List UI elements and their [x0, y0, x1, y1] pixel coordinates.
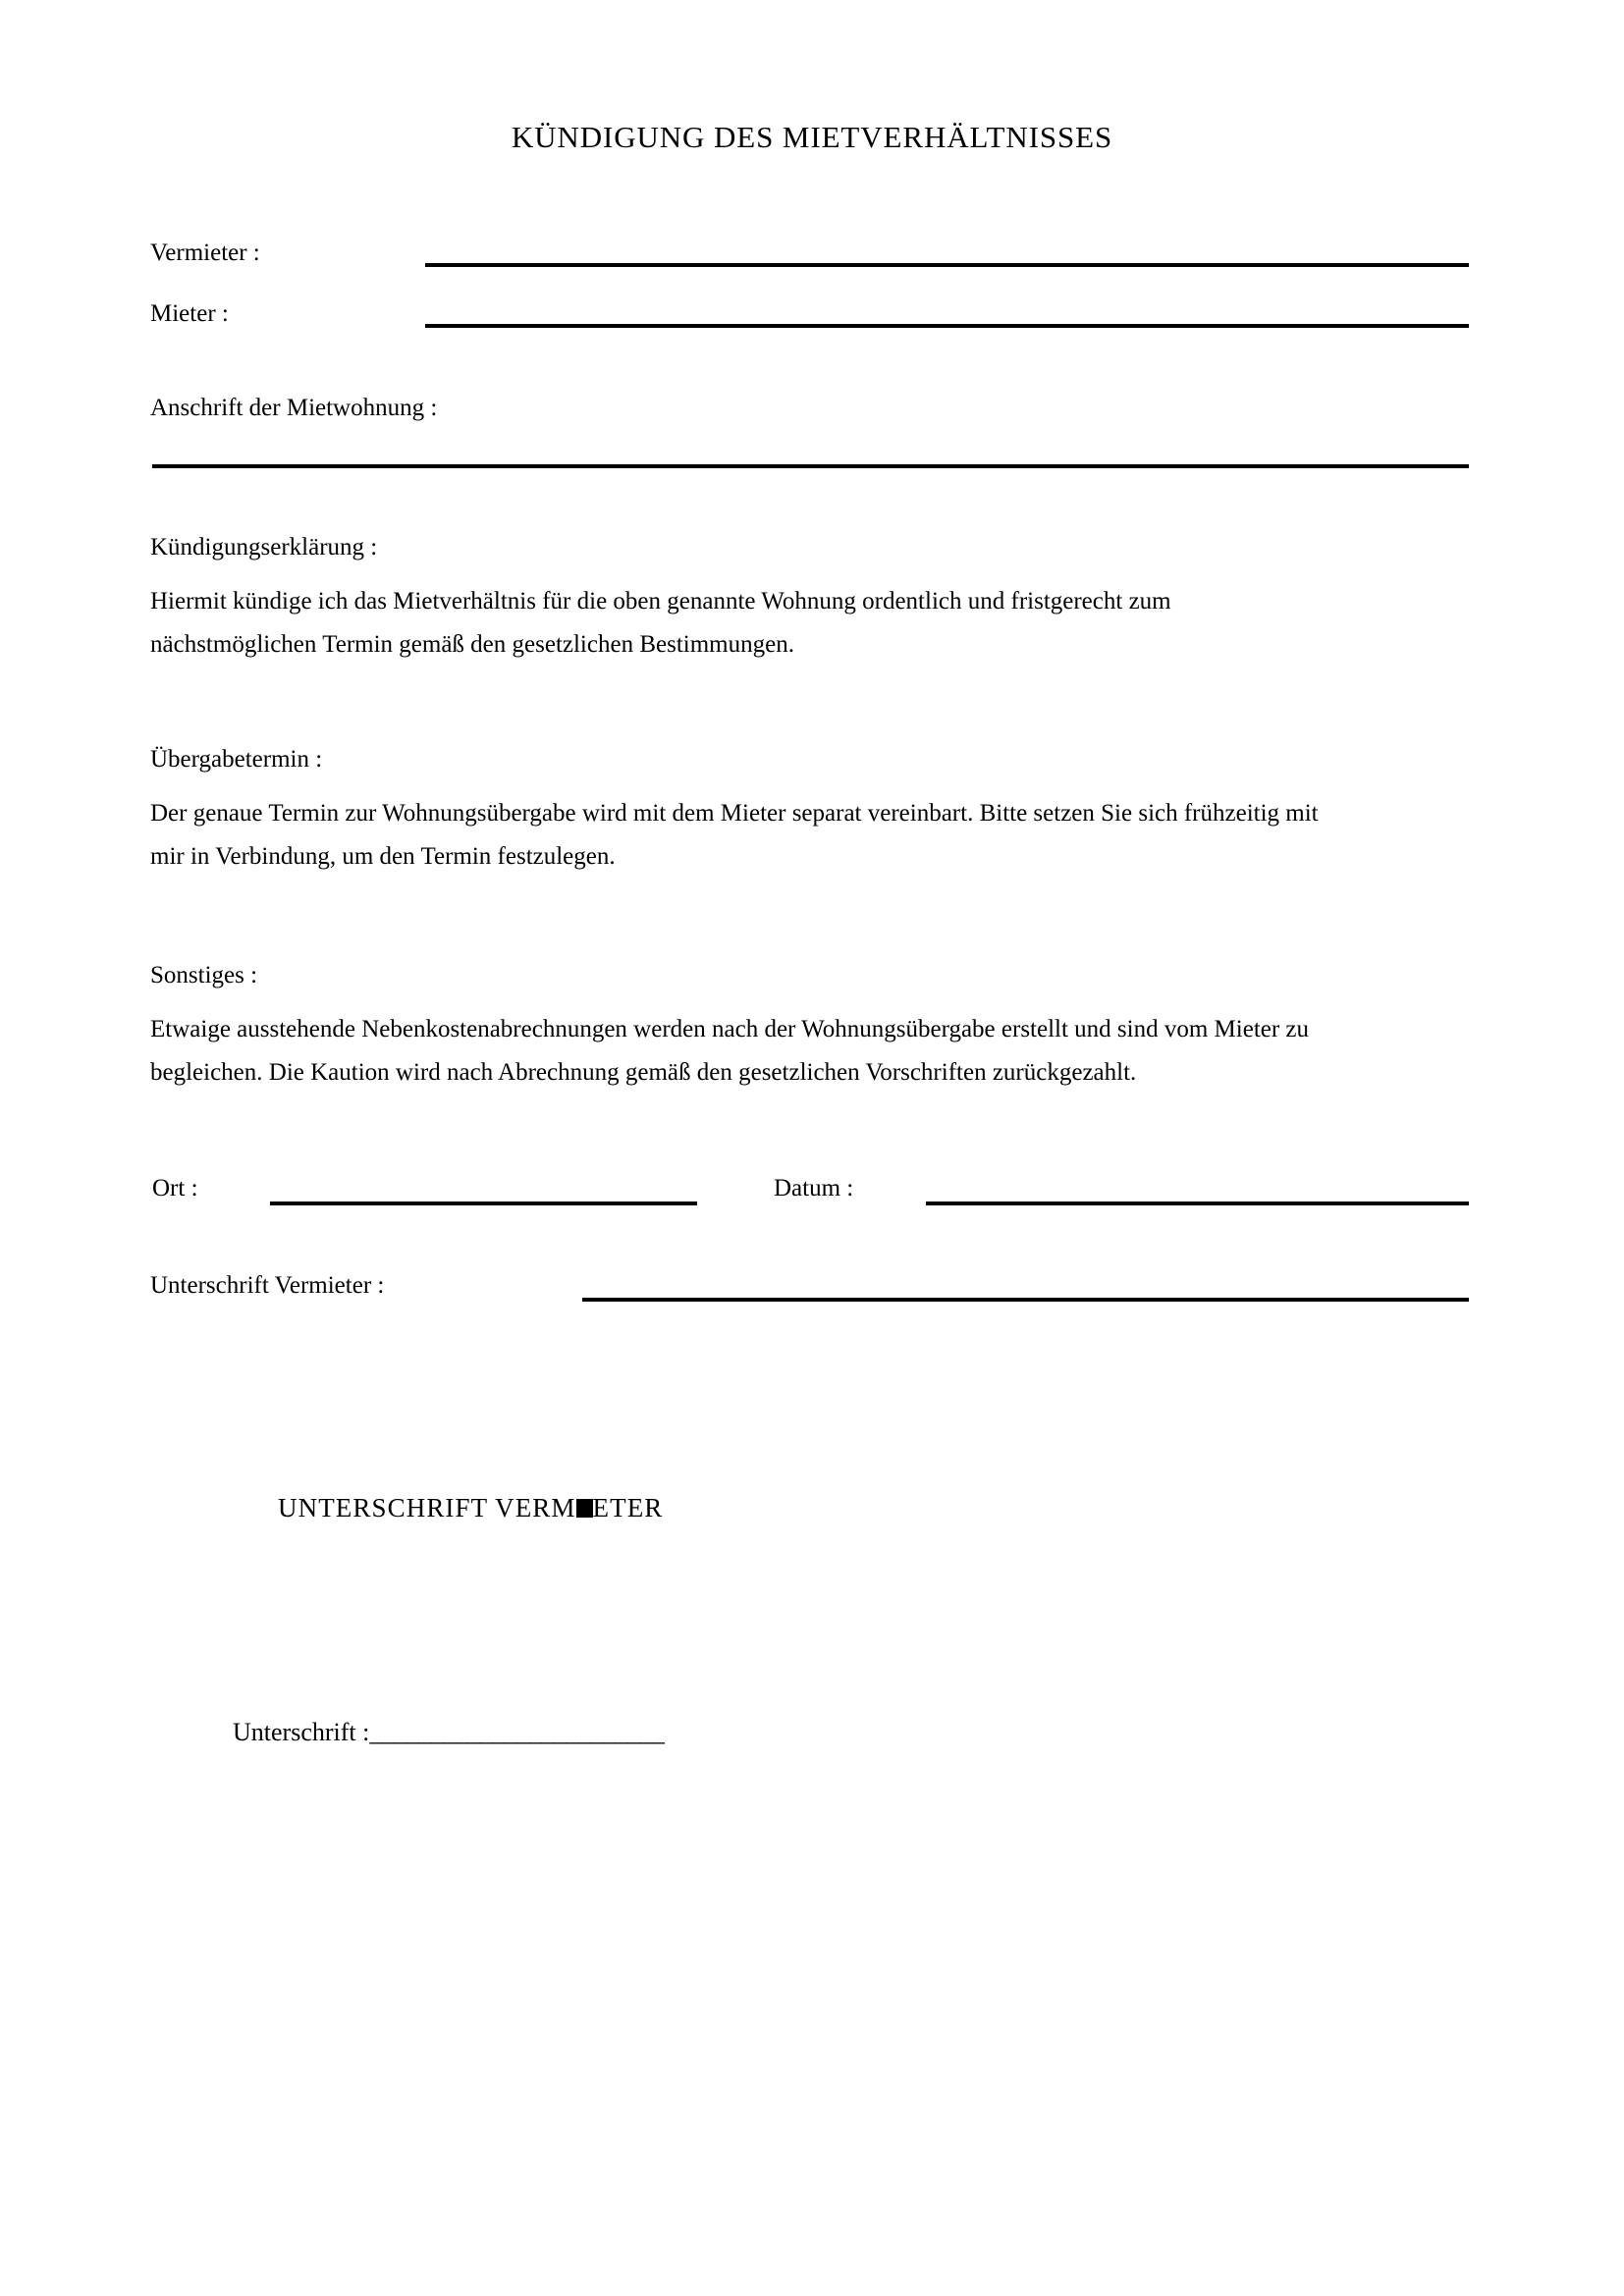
- landlord-input-rule[interactable]: [425, 263, 1469, 267]
- date-input-rule[interactable]: [926, 1201, 1469, 1205]
- signature-line: [233, 1720, 664, 1745]
- address-label: Anschrift der Mietwohnung :: [150, 395, 438, 421]
- tenant-label: Mieter :: [150, 300, 229, 327]
- landlord-signature-rule[interactable]: [582, 1298, 1469, 1302]
- page-title: KÜNDIGUNG DES MIETVERHÄLTNISSES: [511, 120, 1113, 154]
- termination-line-2: nächstmöglichen Termin gemäß den gesetzlichen Bestimmungen.: [150, 631, 794, 658]
- signature-caption-suffix: ETER: [592, 1493, 664, 1522]
- termination-heading: Kündigungserklärung :: [150, 534, 378, 561]
- handover-line-2: mir in Verbindung, um den Termin festzulegen.: [150, 843, 616, 870]
- address-input-rule[interactable]: [152, 464, 1469, 468]
- signature-label: Unterschrift :: [233, 1718, 370, 1746]
- termination-line-1: Hiermit kündige ich das Mietverhältnis für die oben genannte Wohnung ordentlich und fristgerecht zum: [150, 588, 1171, 614]
- handover-heading: Übergabetermin :: [150, 746, 323, 773]
- landlord-label: Vermieter :: [150, 240, 260, 266]
- missing-glyph-box-icon: [576, 1499, 593, 1518]
- date-label: Datum :: [774, 1175, 854, 1201]
- other-line-2: begleichen. Die Kaution wird nach Abrechnung gemäß den gesetzlichen Vorschriften zurückgezahlt.: [150, 1059, 1137, 1086]
- place-label: Ort :: [152, 1175, 198, 1201]
- tenant-input-rule[interactable]: [425, 324, 1469, 328]
- signature-blank-field[interactable]: ________________________: [369, 1718, 665, 1746]
- landlord-signature-label: Unterschrift Vermieter :: [150, 1272, 385, 1299]
- signature-caption-prefix: UNTERSCHRIFT VERM: [278, 1493, 576, 1522]
- signature-caption: [278, 1493, 663, 1523]
- other-line-1: Etwaige ausstehende Nebenkostenabrechnungen werden nach der Wohnungsübergabe erstellt und sind vom Mieter zu: [150, 1016, 1310, 1042]
- handover-line-1: Der genaue Termin zur Wohnungsübergabe wird mit dem Mieter separat vereinbart. Bitte setzen Sie sich frühzeitig mit: [150, 800, 1319, 827]
- other-heading: Sonstiges :: [150, 962, 258, 988]
- place-input-rule[interactable]: [270, 1201, 697, 1205]
